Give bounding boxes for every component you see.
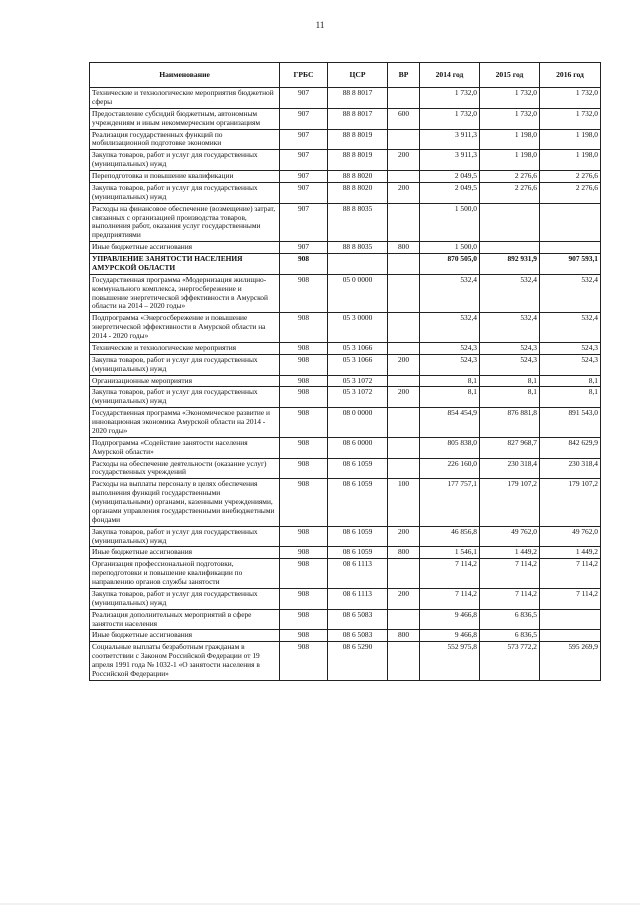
cell-csr: 08 6 5083 [328, 630, 388, 642]
cell-csr: 08 0 0000 [328, 408, 388, 438]
cell-grbs: 908 [280, 254, 328, 275]
cell-2014: 552 975,8 [420, 642, 480, 681]
cell-csr: 08 6 1059 [328, 547, 388, 559]
cell-csr: 05 3 1066 [328, 342, 388, 354]
cell-2016: 8,1 [540, 375, 601, 387]
cell-2015: 1 449,2 [480, 547, 540, 559]
cell-vr [388, 254, 420, 275]
cell-grbs: 908 [280, 588, 328, 609]
cell-2016: 49 762,0 [540, 526, 601, 547]
table-row [90, 354, 601, 375]
cell-2015: 7 114,2 [480, 559, 540, 589]
cell-vr [388, 171, 420, 183]
cell-vr [388, 437, 420, 458]
header-2016: 2016 год [540, 63, 601, 88]
cell-2014: 177 757,1 [420, 479, 480, 526]
table-row [90, 108, 601, 129]
table-row [90, 254, 601, 275]
cell-name: Закупка товаров, работ и услуг для государственных (муниципальных) нужд [90, 526, 280, 547]
cell-vr [388, 313, 420, 343]
cell-csr: 08 6 0000 [328, 437, 388, 458]
cell-2016: 179 107,2 [540, 479, 601, 526]
cell-2015: 8,1 [480, 387, 540, 408]
cell-grbs: 907 [280, 150, 328, 171]
cell-vr [388, 203, 420, 242]
cell-vr [388, 609, 420, 630]
table-row [90, 630, 601, 642]
cell-grbs: 908 [280, 274, 328, 313]
cell-2015: 876 881,8 [480, 408, 540, 438]
table-row [90, 313, 601, 343]
cell-2015: 532,4 [480, 313, 540, 343]
cell-2016: 842 629,9 [540, 437, 601, 458]
cell-2014: 226 160,0 [420, 458, 480, 479]
cell-grbs: 908 [280, 479, 328, 526]
cell-csr: 88 8 8035 [328, 242, 388, 254]
cell-grbs: 908 [280, 526, 328, 547]
cell-vr: 200 [388, 150, 420, 171]
cell-vr: 200 [388, 526, 420, 547]
cell-2014: 9 466,8 [420, 630, 480, 642]
cell-2015: 179 107,2 [480, 479, 540, 526]
cell-name: Закупка товаров, работ и услуг для государственных (муниципальных) нужд [90, 354, 280, 375]
cell-2016: 2 276,6 [540, 182, 601, 203]
header-2015: 2015 год [480, 63, 540, 88]
cell-2016: 1 449,2 [540, 547, 601, 559]
cell-2014: 524,3 [420, 354, 480, 375]
table-row [90, 547, 601, 559]
cell-2014: 2 049,5 [420, 171, 480, 183]
cell-2015: 827 968,7 [480, 437, 540, 458]
cell-grbs: 907 [280, 182, 328, 203]
cell-2015: 524,3 [480, 354, 540, 375]
cell-name: Государственная программа «Модернизация жилищно-коммунального комплекса, энергосбережение и повышение энергетической эффективности в Амурской области на 2014 – 2020 годы» [90, 274, 280, 313]
cell-2016: 532,4 [540, 313, 601, 343]
cell-name: Государственная программа «Экономическое развитие и инновационная экономика Амурской области на 2014 - 2020 годы» [90, 408, 280, 438]
cell-2016: 8,1 [540, 387, 601, 408]
cell-grbs: 907 [280, 88, 328, 109]
cell-vr [388, 274, 420, 313]
cell-name: Переподготовка и повышение квалификации [90, 171, 280, 183]
cell-name: УПРАВЛЕНИЕ ЗАНЯТОСТИ НАСЕЛЕНИЯ АМУРСКОЙ ОБЛАСТИ [90, 254, 280, 275]
cell-2014: 1 500,0 [420, 242, 480, 254]
cell-2016 [540, 242, 601, 254]
cell-2016 [540, 630, 601, 642]
table-row [90, 342, 601, 354]
cell-vr [388, 88, 420, 109]
cell-2016: 1 732,0 [540, 108, 601, 129]
cell-2015: 1 198,0 [480, 150, 540, 171]
cell-2015: 49 762,0 [480, 526, 540, 547]
cell-2014: 9 466,8 [420, 609, 480, 630]
cell-csr: 05 3 1072 [328, 387, 388, 408]
cell-2016: 532,4 [540, 274, 601, 313]
cell-2014: 805 838,0 [420, 437, 480, 458]
cell-vr: 800 [388, 630, 420, 642]
cell-csr: 88 8 8017 [328, 88, 388, 109]
cell-2015: 8,1 [480, 375, 540, 387]
cell-2015: 532,4 [480, 274, 540, 313]
cell-vr [388, 642, 420, 681]
cell-vr: 100 [388, 479, 420, 526]
cell-2016: 7 114,2 [540, 559, 601, 589]
cell-2015: 1 732,0 [480, 88, 540, 109]
cell-vr [388, 375, 420, 387]
cell-2014: 8,1 [420, 387, 480, 408]
cell-grbs: 908 [280, 387, 328, 408]
header-grbs: ГРБС [280, 63, 328, 88]
header-2014: 2014 год [420, 63, 480, 88]
table-row [90, 642, 601, 681]
cell-csr: 88 8 8017 [328, 108, 388, 129]
cell-grbs: 908 [280, 642, 328, 681]
cell-vr: 200 [388, 182, 420, 203]
cell-name: Закупка товаров, работ и услуг для государственных (муниципальных) нужд [90, 588, 280, 609]
cell-2016: 230 318,4 [540, 458, 601, 479]
cell-2014: 7 114,2 [420, 559, 480, 589]
cell-name: Иные бюджетные ассигнования [90, 547, 280, 559]
cell-name: Закупка товаров, работ и услуг для государственных (муниципальных) нужд [90, 150, 280, 171]
cell-name: Реализация государственных функций по мобилизационной подготовке экономики [90, 129, 280, 150]
cell-2014: 532,4 [420, 274, 480, 313]
cell-grbs: 908 [280, 313, 328, 343]
cell-2014: 532,4 [420, 313, 480, 343]
cell-2014: 8,1 [420, 375, 480, 387]
table-body [90, 88, 601, 681]
budget-table [89, 62, 601, 681]
cell-grbs: 908 [280, 609, 328, 630]
cell-grbs: 907 [280, 203, 328, 242]
table-row [90, 609, 601, 630]
cell-2014: 7 114,2 [420, 588, 480, 609]
cell-2015: 573 772,2 [480, 642, 540, 681]
cell-name: Организационные мероприятия [90, 375, 280, 387]
cell-2016: 524,3 [540, 354, 601, 375]
cell-2015: 524,3 [480, 342, 540, 354]
cell-vr [388, 559, 420, 589]
cell-grbs: 907 [280, 242, 328, 254]
cell-2015: 1 198,0 [480, 129, 540, 150]
cell-name: Закупка товаров, работ и услуг для государственных (муниципальных) нужд [90, 182, 280, 203]
cell-grbs: 907 [280, 171, 328, 183]
cell-2014: 870 505,0 [420, 254, 480, 275]
cell-2014: 854 454,9 [420, 408, 480, 438]
cell-csr: 08 6 1113 [328, 559, 388, 589]
table-row [90, 274, 601, 313]
table-row [90, 458, 601, 479]
cell-csr: 05 3 1072 [328, 375, 388, 387]
cell-2015: 892 931,9 [480, 254, 540, 275]
cell-2014: 2 049,5 [420, 182, 480, 203]
cell-2015: 6 836,5 [480, 609, 540, 630]
cell-grbs: 908 [280, 630, 328, 642]
cell-2016: 1 198,0 [540, 150, 601, 171]
cell-csr: 08 6 1059 [328, 526, 388, 547]
cell-2015 [480, 242, 540, 254]
cell-csr: 88 8 8035 [328, 203, 388, 242]
table-row [90, 559, 601, 589]
table-row [90, 408, 601, 438]
cell-2014: 3 911,3 [420, 129, 480, 150]
cell-2016: 891 543,0 [540, 408, 601, 438]
cell-2016 [540, 203, 601, 242]
cell-vr [388, 342, 420, 354]
table-row [90, 88, 601, 109]
cell-vr [388, 458, 420, 479]
cell-2016: 7 114,2 [540, 588, 601, 609]
table-row [90, 526, 601, 547]
cell-vr [388, 129, 420, 150]
cell-name: Закупка товаров, работ и услуг для государственных (муниципальных) нужд [90, 387, 280, 408]
cell-name: Предоставление субсидий бюджетным, автономным учреждениям и иным некоммерческим организациям [90, 108, 280, 129]
cell-vr: 200 [388, 588, 420, 609]
cell-vr: 800 [388, 242, 420, 254]
cell-name: Технические и технологические мероприятия [90, 342, 280, 354]
cell-grbs: 908 [280, 342, 328, 354]
cell-name: Реализация дополнительных мероприятий в сфере занятости населения [90, 609, 280, 630]
cell-2016: 1 732,0 [540, 88, 601, 109]
cell-2016: 907 593,1 [540, 254, 601, 275]
cell-csr: 08 6 1113 [328, 588, 388, 609]
cell-grbs: 907 [280, 108, 328, 129]
table-row [90, 242, 601, 254]
cell-2014: 1 732,0 [420, 88, 480, 109]
cell-csr: 88 8 8020 [328, 182, 388, 203]
cell-2015: 6 836,5 [480, 630, 540, 642]
cell-csr: 08 6 5083 [328, 609, 388, 630]
cell-vr: 200 [388, 387, 420, 408]
cell-2014: 524,3 [420, 342, 480, 354]
table-row [90, 479, 601, 526]
cell-vr: 200 [388, 354, 420, 375]
cell-2015: 2 276,6 [480, 182, 540, 203]
cell-vr: 800 [388, 547, 420, 559]
cell-name: Технические и технологические мероприятия бюджетной сферы [90, 88, 280, 109]
cell-csr: 05 0 0000 [328, 274, 388, 313]
header-name: Наименование [90, 63, 280, 88]
cell-2014: 1 546,1 [420, 547, 480, 559]
cell-name: Расходы на финансовое обеспечение (возмещение) затрат, связанных с организацией производства товаров, выполнения работ, оказания услуг государственными предприятиями [90, 203, 280, 242]
table-header-row [90, 63, 601, 88]
header-csr: ЦСР [328, 63, 388, 88]
cell-2014: 1 500,0 [420, 203, 480, 242]
cell-2015 [480, 203, 540, 242]
cell-2014: 1 732,0 [420, 108, 480, 129]
cell-name: Социальные выплаты безработным гражданам в соответствии с Законом Российской Федерации от 19 апреля 1991 года № 1032-1 «О занятости населения в Российской Федерации» [90, 642, 280, 681]
cell-2016: 524,3 [540, 342, 601, 354]
table-row [90, 129, 601, 150]
cell-2015: 7 114,2 [480, 588, 540, 609]
table-row [90, 203, 601, 242]
cell-grbs: 908 [280, 458, 328, 479]
table-row [90, 375, 601, 387]
table-row [90, 150, 601, 171]
cell-csr: 05 3 1066 [328, 354, 388, 375]
cell-2016 [540, 609, 601, 630]
cell-grbs: 908 [280, 408, 328, 438]
cell-csr: 88 8 8020 [328, 171, 388, 183]
cell-vr [388, 408, 420, 438]
cell-grbs: 908 [280, 437, 328, 458]
cell-name: Расходы на обеспечение деятельности (оказание услуг) государственных учреждений [90, 458, 280, 479]
table-row [90, 588, 601, 609]
table-row [90, 437, 601, 458]
cell-2016: 2 276,6 [540, 171, 601, 183]
table-row [90, 387, 601, 408]
cell-name: Иные бюджетные ассигнования [90, 630, 280, 642]
cell-2015: 1 732,0 [480, 108, 540, 129]
cell-2014: 46 856,8 [420, 526, 480, 547]
table-row [90, 182, 601, 203]
cell-2015: 2 276,6 [480, 171, 540, 183]
cell-csr: 08 6 1059 [328, 458, 388, 479]
page-number: 11 [315, 20, 325, 30]
cell-name: Иные бюджетные ассигнования [90, 242, 280, 254]
table-row [90, 171, 601, 183]
cell-name: Организация профессиональной подготовки, переподготовки и повышение квалификации по направлению органов службы занятости [90, 559, 280, 589]
cell-name: Подпрограмма «Энергосбережение и повышение энергетической эффективности в Амурской области на 2014 - 2020 годы» [90, 313, 280, 343]
cell-csr: 08 6 1059 [328, 479, 388, 526]
cell-csr: 08 6 5290 [328, 642, 388, 681]
cell-csr: 88 8 8019 [328, 129, 388, 150]
cell-2016: 1 198,0 [540, 129, 601, 150]
cell-csr: 05 3 0000 [328, 313, 388, 343]
cell-grbs: 908 [280, 354, 328, 375]
cell-2014: 3 911,3 [420, 150, 480, 171]
cell-2016: 595 269,9 [540, 642, 601, 681]
cell-name: Расходы на выплаты персоналу в целях обеспечения выполнения функций государственными (муниципальными) органами, казенными учреждениями, органами управления государственными внебюджетными фондами [90, 479, 280, 526]
header-vr: ВР [388, 63, 420, 88]
cell-csr: 88 8 8019 [328, 150, 388, 171]
cell-grbs: 908 [280, 559, 328, 589]
cell-name: Подпрограмма «Содействие занятости населения Амурской области» [90, 437, 280, 458]
cell-csr [328, 254, 388, 275]
cell-vr: 600 [388, 108, 420, 129]
cell-grbs: 908 [280, 375, 328, 387]
cell-grbs: 908 [280, 547, 328, 559]
cell-grbs: 907 [280, 129, 328, 150]
cell-2015: 230 318,4 [480, 458, 540, 479]
